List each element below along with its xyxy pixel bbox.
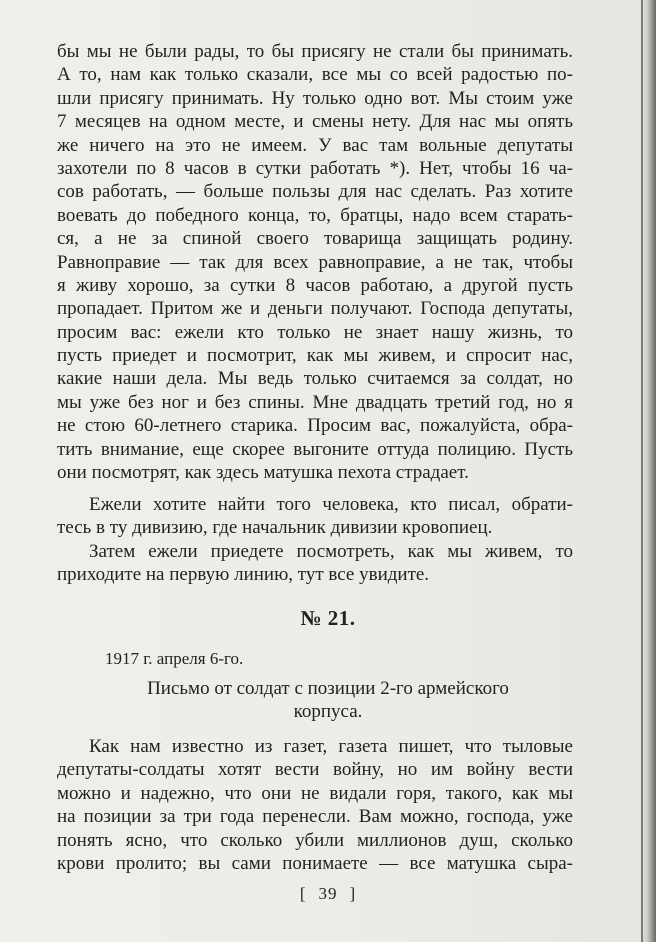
text-line: захотели по 8 часов в сутки работать *). Нет, чтобы 16 ча- — [57, 157, 573, 179]
document-title — [0, 677, 656, 724]
text-line: Равноправие — так для всех равноправие, а не так, чтобы — [57, 251, 573, 273]
text-line: просим вас: ежели кто только не знает нашу жизнь, то — [57, 321, 573, 343]
text-line: ся, а не за спиной своего товарища защищать родину. — [57, 228, 573, 250]
text-line: А то, нам как только сказали, все мы со всей радостью по- — [57, 64, 573, 86]
text-line: на позиции за три года перенесли. Вам можно, господа, уже — [57, 806, 573, 828]
text-line: крови пролито; вы сами понимаете — все матушка сыра- — [57, 852, 573, 874]
text-line: Затем ежели приедете посмотреть, как мы живем, то — [89, 541, 573, 562]
text-line: тить внимание, еще скорее выгоните оттуда полицию. Пусть — [57, 438, 573, 460]
paragraph-letter-body — [57, 735, 573, 875]
paragraph-continued-letter — [57, 40, 573, 484]
text-line: воевать до победного конца, то, братцы, надо всем старать- — [57, 204, 573, 226]
text-line: приходите на первую линию, тут все увидите. — [57, 564, 430, 586]
text-line: понять ясно, что сколько убили миллионов душ, сколько — [57, 829, 573, 851]
page-edge-line — [641, 0, 643, 942]
text-line: Как нам известно из газет, газета пишет, что тыловые — [89, 736, 573, 757]
text-line: пропадает. Притом же и деньги получают. Господа депутаты, — [57, 298, 573, 320]
text-line: депутаты-солдаты хотят вести войну, но им войну вести — [57, 759, 573, 781]
document-date: 1917 г. апреля 6-го. — [105, 649, 244, 668]
text-line: 7 месяцев на одном месте, и смены нету. Для нас мы опять — [57, 111, 573, 133]
title-line: Письмо от солдат с позиции 2-го армейского — [147, 678, 509, 699]
text-line: какие наши дела. Мы ведь только считаемся за солдат, но — [57, 368, 573, 390]
text-line: пусть приедет и посмотрит, как мы живем, и спросит нас, — [57, 345, 573, 367]
text-line: бы мы не были рады, то бы присягу не стали бы принимать. — [57, 41, 573, 62]
page-footer — [0, 884, 656, 904]
title-line: корпуса. — [293, 701, 363, 723]
bracket-open: [ — [299, 884, 307, 903]
text-line: сов работать, — больше пользы для нас сделать. Раз хотите — [57, 181, 573, 203]
text-line: же ничего на это не имеем. У вас там вольные депутаты — [57, 134, 573, 156]
page-number: 39 — [318, 884, 338, 903]
document-number: № 21. — [300, 606, 356, 630]
bracket-close: ] — [349, 884, 357, 903]
paragraph-division — [57, 493, 573, 540]
text-line: шли присягу принимать. Ну только одно вот. Мы стоим уже — [57, 87, 573, 109]
text-line: можно и надежно, что они не видали горя, такого, как мы — [57, 782, 573, 804]
text-line: мы уже без ног и без спины. Мне двадцать третий год, но я — [57, 391, 573, 413]
text-line: я живу хорошо, за сутки 8 часов работаю, а другой пусть — [57, 274, 573, 296]
text-line: не стою 60-летнего старика. Просим вас, пожалуйста, обра- — [57, 415, 573, 437]
text-line: они посмотрят, как здесь матушка пехота страдает. — [57, 462, 469, 484]
paragraph-invitation — [57, 540, 573, 587]
text-line: Ежели хотите найти того человека, кто писал, обрати- — [89, 494, 573, 515]
text-line: тесь в ту дивизию, где начальник дивизии кровопиец. — [57, 517, 493, 539]
